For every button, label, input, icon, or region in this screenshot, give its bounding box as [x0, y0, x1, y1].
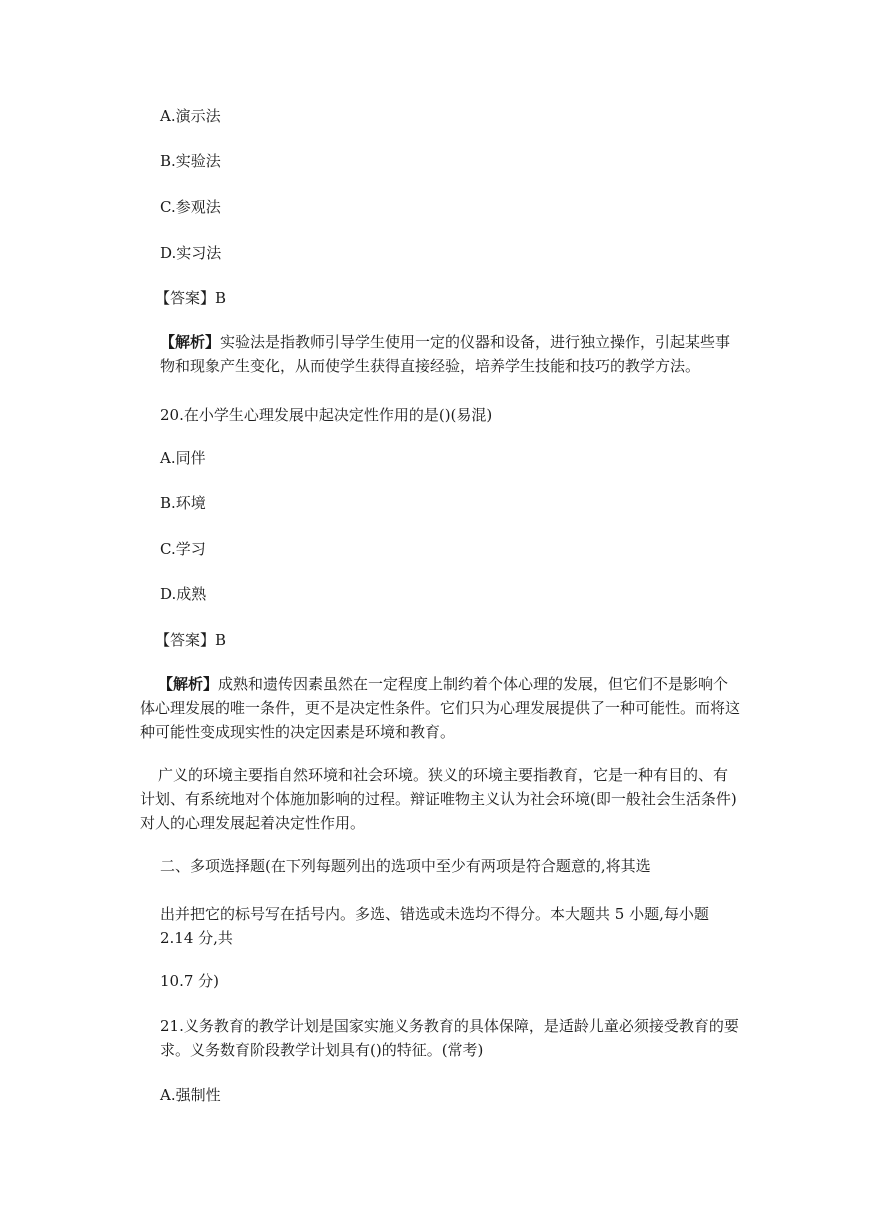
q19-option-d: D.实习法 [160, 244, 222, 262]
q19-option-c: C.参观法 [160, 198, 221, 216]
section2-heading-2: 出并把它的标号写在括号内。多选、错选或未选均不得分。本大题共 5 小题,每小题 2.14 分,共 [160, 905, 709, 947]
q19-answer: 【答案】B [155, 289, 227, 307]
q20-analysis [140, 672, 740, 744]
q20-answer: 【答案】B [155, 631, 227, 649]
q19-option-b: B.实验法 [160, 152, 221, 170]
q19-option-a: A.演示法 [160, 107, 221, 125]
q19-analysis-label: 【解析】 [160, 333, 221, 351]
q19-analysis [160, 330, 740, 378]
q20-option-a: A.同伴 [160, 449, 206, 467]
section2-heading-3: 10.7 分) [160, 972, 220, 990]
q20-analysis-label: 【解析】 [158, 675, 219, 693]
q20-analysis-text: 成熟和遗传因素虽然在一定程度上制约着个体心理的发展，但它们不是影响个体心理发展的唯一条件，更不是决定性条件。它们只为心理发展提供了一种可能性。而将这种可能性变成现实性的决定因素是环境和教育。 [140, 675, 741, 741]
q20-question: 20.在小学生心理发展中起决定性作用的是()(易混) [160, 406, 493, 424]
q20-option-c: C.学习 [160, 540, 206, 558]
q19-analysis-text: 实验法是指教师引导学生使用一定的仪器和设备，进行独立操作，引起某些事物和现象产生变化，从而使学生获得直接经验，培养学生技能和技巧的教学方法。 [160, 333, 731, 375]
q20-option-b: B.环境 [160, 494, 206, 512]
q21-question: 21.义务教育的教学计划是国家实施义务教育的具体保障，是适龄儿童必须接受教育的要求。义务数育阶段教学计划具有()的特征。(常考) [160, 1017, 739, 1059]
q21-option-a: A.强制性 [160, 1086, 221, 1104]
q20-analysis-extra: 广义的环境主要指自然环境和社会环境。狭义的环境主要指教育，它是一种有目的、有计划、有系统地对个体施加影响的过程。辩证唯物主义认为社会环境(即一般社会生活条件)对人的心理发展起着决定性作用。 [140, 766, 737, 832]
q20-option-d: D.成熟 [160, 585, 207, 603]
section2-heading-1: 二、多项选择题(在下列每题列出的选项中至少有两项是符合题意的,将其选 [160, 857, 651, 875]
